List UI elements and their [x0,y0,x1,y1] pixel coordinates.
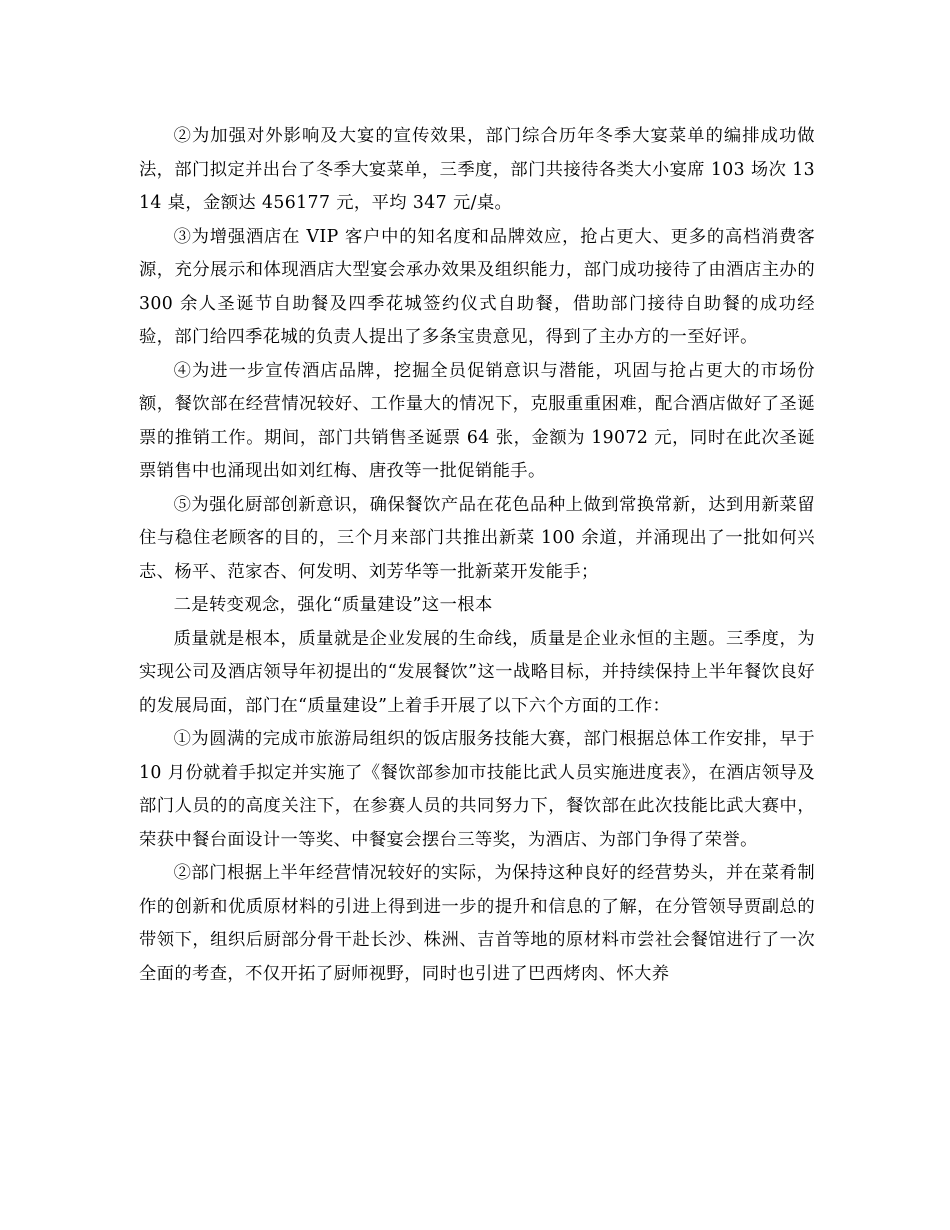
document-body [139,120,815,991]
paragraph: ④为进一步宣传酒店品牌，挖掘全员促销意识与潜能，巩固与抢占更大的市场份额，餐饮部在经营情况较好、工作量大的情况下，克服重重困难，配合酒店做好了圣诞票的推销工作。期间，部门共销售圣诞票 64 张，金额为 19072 元，同时在此次圣诞票销售中也涌现出如刘红梅、唐孜等一批促销能手。 [139,360,815,481]
paragraph: ⑤为强化厨部创新意识，确保餐饮产品在花色品种上做到常换常新，达到用新菜留住与稳住老顾客的目的，三个月来部门共推出新菜 100 余道，并涌现出了一批如何兴志、杨平、范家杏、何发明、刘芳华等一批新菜开发能手； [139,494,815,582]
paragraph: 质量就是根本，质量就是企业发展的生命线，质量是企业永恒的主题。三季度，为实现公司及酒店领导年初提出的“发展餐饮”这一战略目标，并持续保持上半年餐饮良好的发展局面，部门在“质量建设”上着手开展了以下六个方面的工作： [139,628,815,716]
paragraph: ①为圆满的完成市旅游局组织的饭店服务技能大赛，部门根据总体工作安排，早于 10 月份就着手拟定并实施了《餐饮部参加市技能比武人员实施进度表》，在酒店领导及部门人员的的高度关注下，在参赛人员的共同努力下，餐饮部在此次技能比武大赛中，荣获中餐台面设计一等奖、中餐宴会摆台三等奖，为酒店、为部门争得了荣誉。 [139,729,815,850]
paragraph: ②为加强对外影响及大宴的宣传效果，部门综合历年冬季大宴菜单的编排成功做法，部门拟定并出台了冬季大宴菜单，三季度，部门共接待各类大小宴席 103 场次 1314 桌，金额达 456177 元，平均 347 元/桌。 [139,126,815,213]
paragraph: ③为增强酒店在 VIP 客户中的知名度和品牌效应，抢占更大、更多的高档消费客源，充分展示和体现酒店大型宴会承办效果及组织能力，部门成功接待了由酒店主办的 300 余人圣诞节自助餐及四季花城签约仪式自助餐，借助部门接待自助餐的成功经验，部门给四季花城的负责人提出了多条宝贵意见，得到了主办方的一至好评。 [139,226,815,347]
section-heading: 二是转变观念，强化“质量建设”这一根本 [173,595,493,615]
paragraph: ②部门根据上半年经营情况较好的实际，为保持这种良好的经营势头，并在菜肴制作的创新和优质原材料的引进上得到进一步的提升和信息的了解，在分管领导贾副总的带领下，组织后厨部分骨干赴长沙、株洲、吉首等地的原材料市尝社会餐馆进行了一次全面的考查，不仅开拓了厨师视野，同时也引进了巴西烤肉、怀大养 [139,863,815,984]
